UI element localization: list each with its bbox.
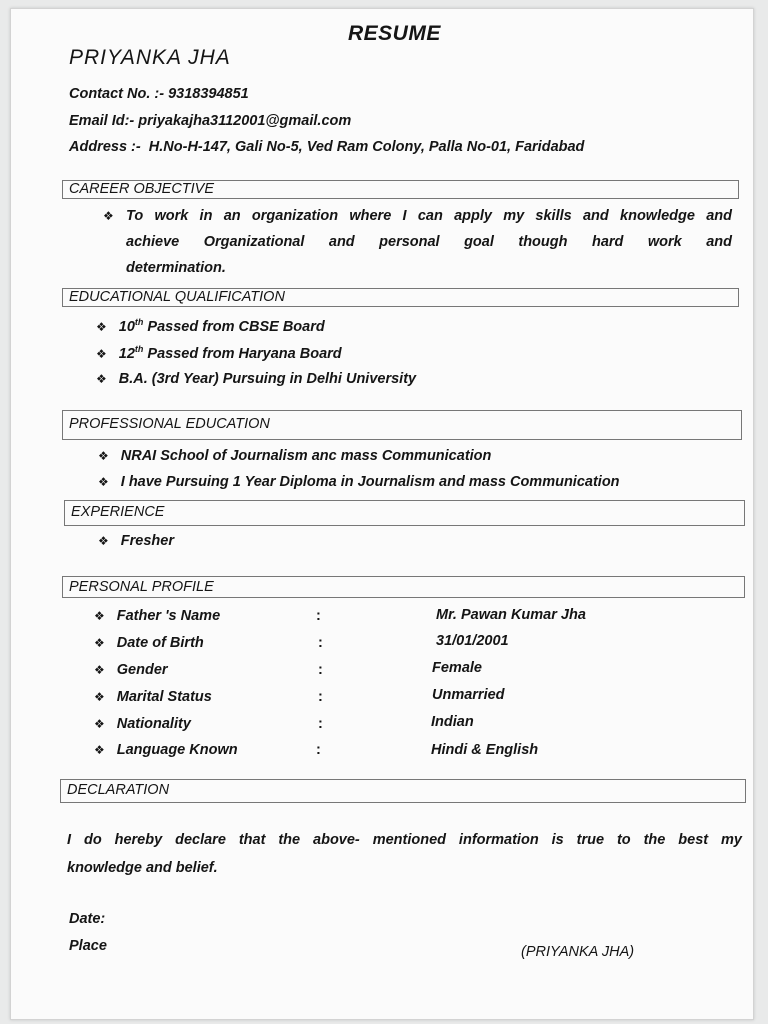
- profile-label-nationality: ❖ Nationality: [94, 716, 191, 732]
- diamond-bullet-icon: ❖: [94, 690, 105, 704]
- section-heading: PROFESSIONAL EDUCATION: [69, 416, 270, 432]
- career-objective-text: [126, 203, 732, 281]
- profile-colon: :: [318, 716, 323, 732]
- contact-value: 9318394851: [168, 86, 249, 102]
- profile-label-marital: ❖ Marital Status: [94, 689, 212, 705]
- address-label: Address :-: [69, 139, 141, 155]
- section-heading: PERSONAL PROFILE: [69, 579, 214, 595]
- contact-line: [69, 86, 249, 102]
- section-career-objective: [62, 180, 739, 199]
- profile-value-language: Hindi & English: [431, 742, 539, 758]
- diamond-bullet-icon: ❖: [96, 319, 107, 334]
- profile-label-father: ❖ Father 's Name: [94, 608, 221, 624]
- profile-colon: :: [318, 689, 323, 705]
- education-item: ❖ 10th Passed from CBSE Board: [96, 317, 325, 335]
- profile-label-language: ❖ Language Known: [94, 742, 238, 758]
- diamond-bullet-icon: ❖: [96, 346, 107, 361]
- section-experience: [64, 500, 745, 526]
- declaration-text: [67, 826, 742, 882]
- place-label: Place: [69, 938, 107, 954]
- profile-value-father: Mr. Pawan Kumar Jha: [436, 607, 586, 623]
- profile-label-dob: ❖ Date of Birth: [94, 635, 204, 651]
- career-line-3: determination.: [126, 260, 226, 276]
- diamond-bullet-icon: ❖: [94, 663, 105, 677]
- profile-colon: :: [316, 608, 321, 624]
- education-item: ❖ 12th Passed from Haryana Board: [96, 344, 342, 362]
- diamond-bullet-icon: ❖: [94, 717, 105, 731]
- section-personal-profile: [62, 576, 745, 598]
- career-line-1: To work in an organization where I can apply my skills and knowledge and: [126, 208, 732, 224]
- career-bullet-icon: ❖: [103, 209, 114, 223]
- education-item: ❖ B.A. (3rd Year) Pursuing in Delhi University: [96, 371, 417, 387]
- date-label: Date:: [69, 911, 106, 927]
- section-heading: EXPERIENCE: [71, 504, 165, 520]
- document-title: RESUME: [348, 22, 441, 45]
- diamond-bullet-icon: ❖: [96, 372, 107, 386]
- profile-value-gender: Female: [432, 660, 482, 676]
- contact-label: Contact No. :-: [69, 86, 165, 102]
- diamond-bullet-icon: ❖: [94, 636, 105, 650]
- career-line-2: achieve Organizational and personal goal though hard work and: [126, 234, 732, 250]
- profile-value-dob: 31/01/2001: [436, 633, 509, 649]
- profile-colon: :: [318, 662, 323, 678]
- section-heading: EDUCATIONAL QUALIFICATION: [69, 289, 285, 305]
- address-value: H.No-H-147, Gali No-5, Ved Ram Colony, Palla No-01, Faridabad: [148, 139, 585, 155]
- declaration-line-1: I do hereby declare that the above- mentioned information is true to the best my: [67, 832, 742, 848]
- candidate-name: PRIYANKA JHA: [69, 46, 231, 69]
- diamond-bullet-icon: ❖: [98, 534, 109, 548]
- diamond-bullet-icon: ❖: [98, 449, 109, 463]
- address-line: [69, 139, 584, 155]
- profile-colon: :: [318, 635, 323, 651]
- email-value: priyakajha3112001@gmail.com: [138, 113, 352, 129]
- email-line: [69, 113, 351, 129]
- section-declaration: [60, 779, 746, 803]
- professional-item: ❖ I have Pursuing 1 Year Diploma in Journalism and mass Communication: [98, 474, 620, 490]
- profile-label-gender: ❖ Gender: [94, 662, 168, 678]
- section-educational-qualification: [62, 288, 739, 307]
- signature-name: (PRIYANKA JHA): [521, 944, 635, 960]
- email-label: Email Id:-: [69, 113, 135, 129]
- profile-value-marital: Unmarried: [432, 687, 505, 703]
- declaration-line-2: knowledge and belief.: [67, 860, 218, 876]
- diamond-bullet-icon: ❖: [94, 609, 105, 623]
- section-professional-education: [62, 410, 742, 440]
- experience-item: ❖ Fresher: [98, 533, 174, 549]
- professional-item: ❖ NRAI School of Journalism anc mass Communication: [98, 448, 492, 464]
- section-heading: CAREER OBJECTIVE: [69, 181, 215, 197]
- diamond-bullet-icon: ❖: [98, 475, 109, 489]
- profile-value-nationality: Indian: [431, 714, 474, 730]
- section-heading: DECLARATION: [67, 782, 170, 798]
- profile-colon: :: [316, 742, 321, 758]
- diamond-bullet-icon: ❖: [94, 743, 105, 757]
